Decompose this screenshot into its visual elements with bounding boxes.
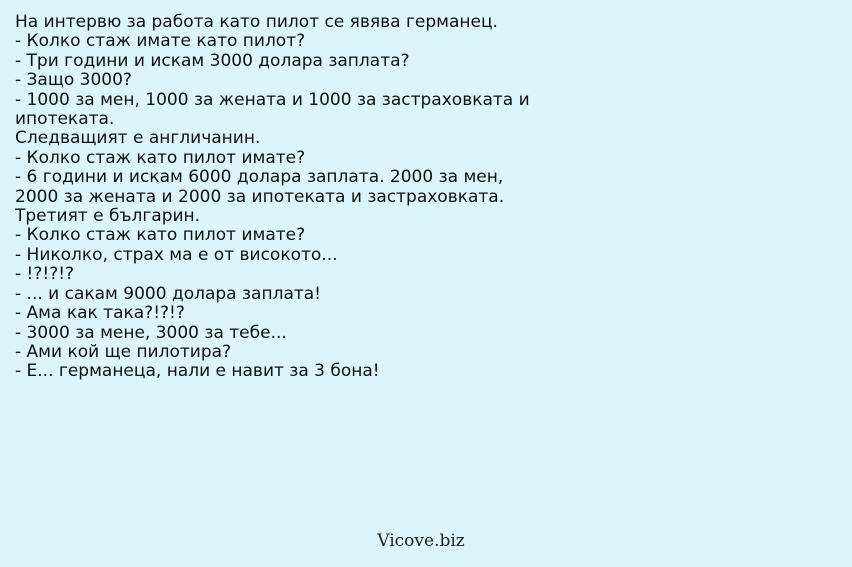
joke-line: ипотеката. — [15, 110, 115, 130]
joke-line: - !?!?!? — [15, 265, 75, 285]
footer — [0, 531, 852, 551]
joke-line: - Колко стаж като пилот имате? — [15, 148, 306, 168]
joke-line: - Николко, страх ма е от високото... — [15, 245, 338, 265]
joke-line: На интервю за работа като пилот се явява германец. — [15, 13, 498, 32]
joke-line: - 1000 за мен, 1000 за жената и 1000 за застраховката и — [15, 90, 530, 110]
joke-line: - Три години и искам 3000 долара заплата? — [15, 51, 410, 71]
joke-text — [15, 13, 835, 382]
joke-line: - 3000 за мене, 3000 за тебе... — [15, 323, 287, 343]
joke-line: - ... и сакам 9000 долара заплата! — [15, 284, 321, 304]
joke-line: Следващият е англичанин. — [15, 129, 261, 149]
joke-line: - Ами кой ще пилотира? — [15, 342, 232, 362]
joke-line: - Колко стаж като пилот имате? — [15, 226, 306, 246]
joke-line: - Ама как така?!?!? — [15, 304, 185, 324]
site-watermark: Vicove.biz — [377, 531, 465, 551]
joke-line: - Е... германеца, нали е навит за 3 бона! — [15, 362, 380, 382]
joke-line: Третият е българин. — [15, 207, 201, 227]
joke-line: - 6 години и искам 6000 долара заплата. 2000 за мен, — [15, 168, 504, 188]
joke-line: - Колко стаж имате като пилот? — [15, 32, 306, 52]
joke-line: 2000 за жената и 2000 за ипотеката и застраховката. — [15, 187, 505, 207]
joke-line: - Защо 3000? — [15, 71, 132, 91]
